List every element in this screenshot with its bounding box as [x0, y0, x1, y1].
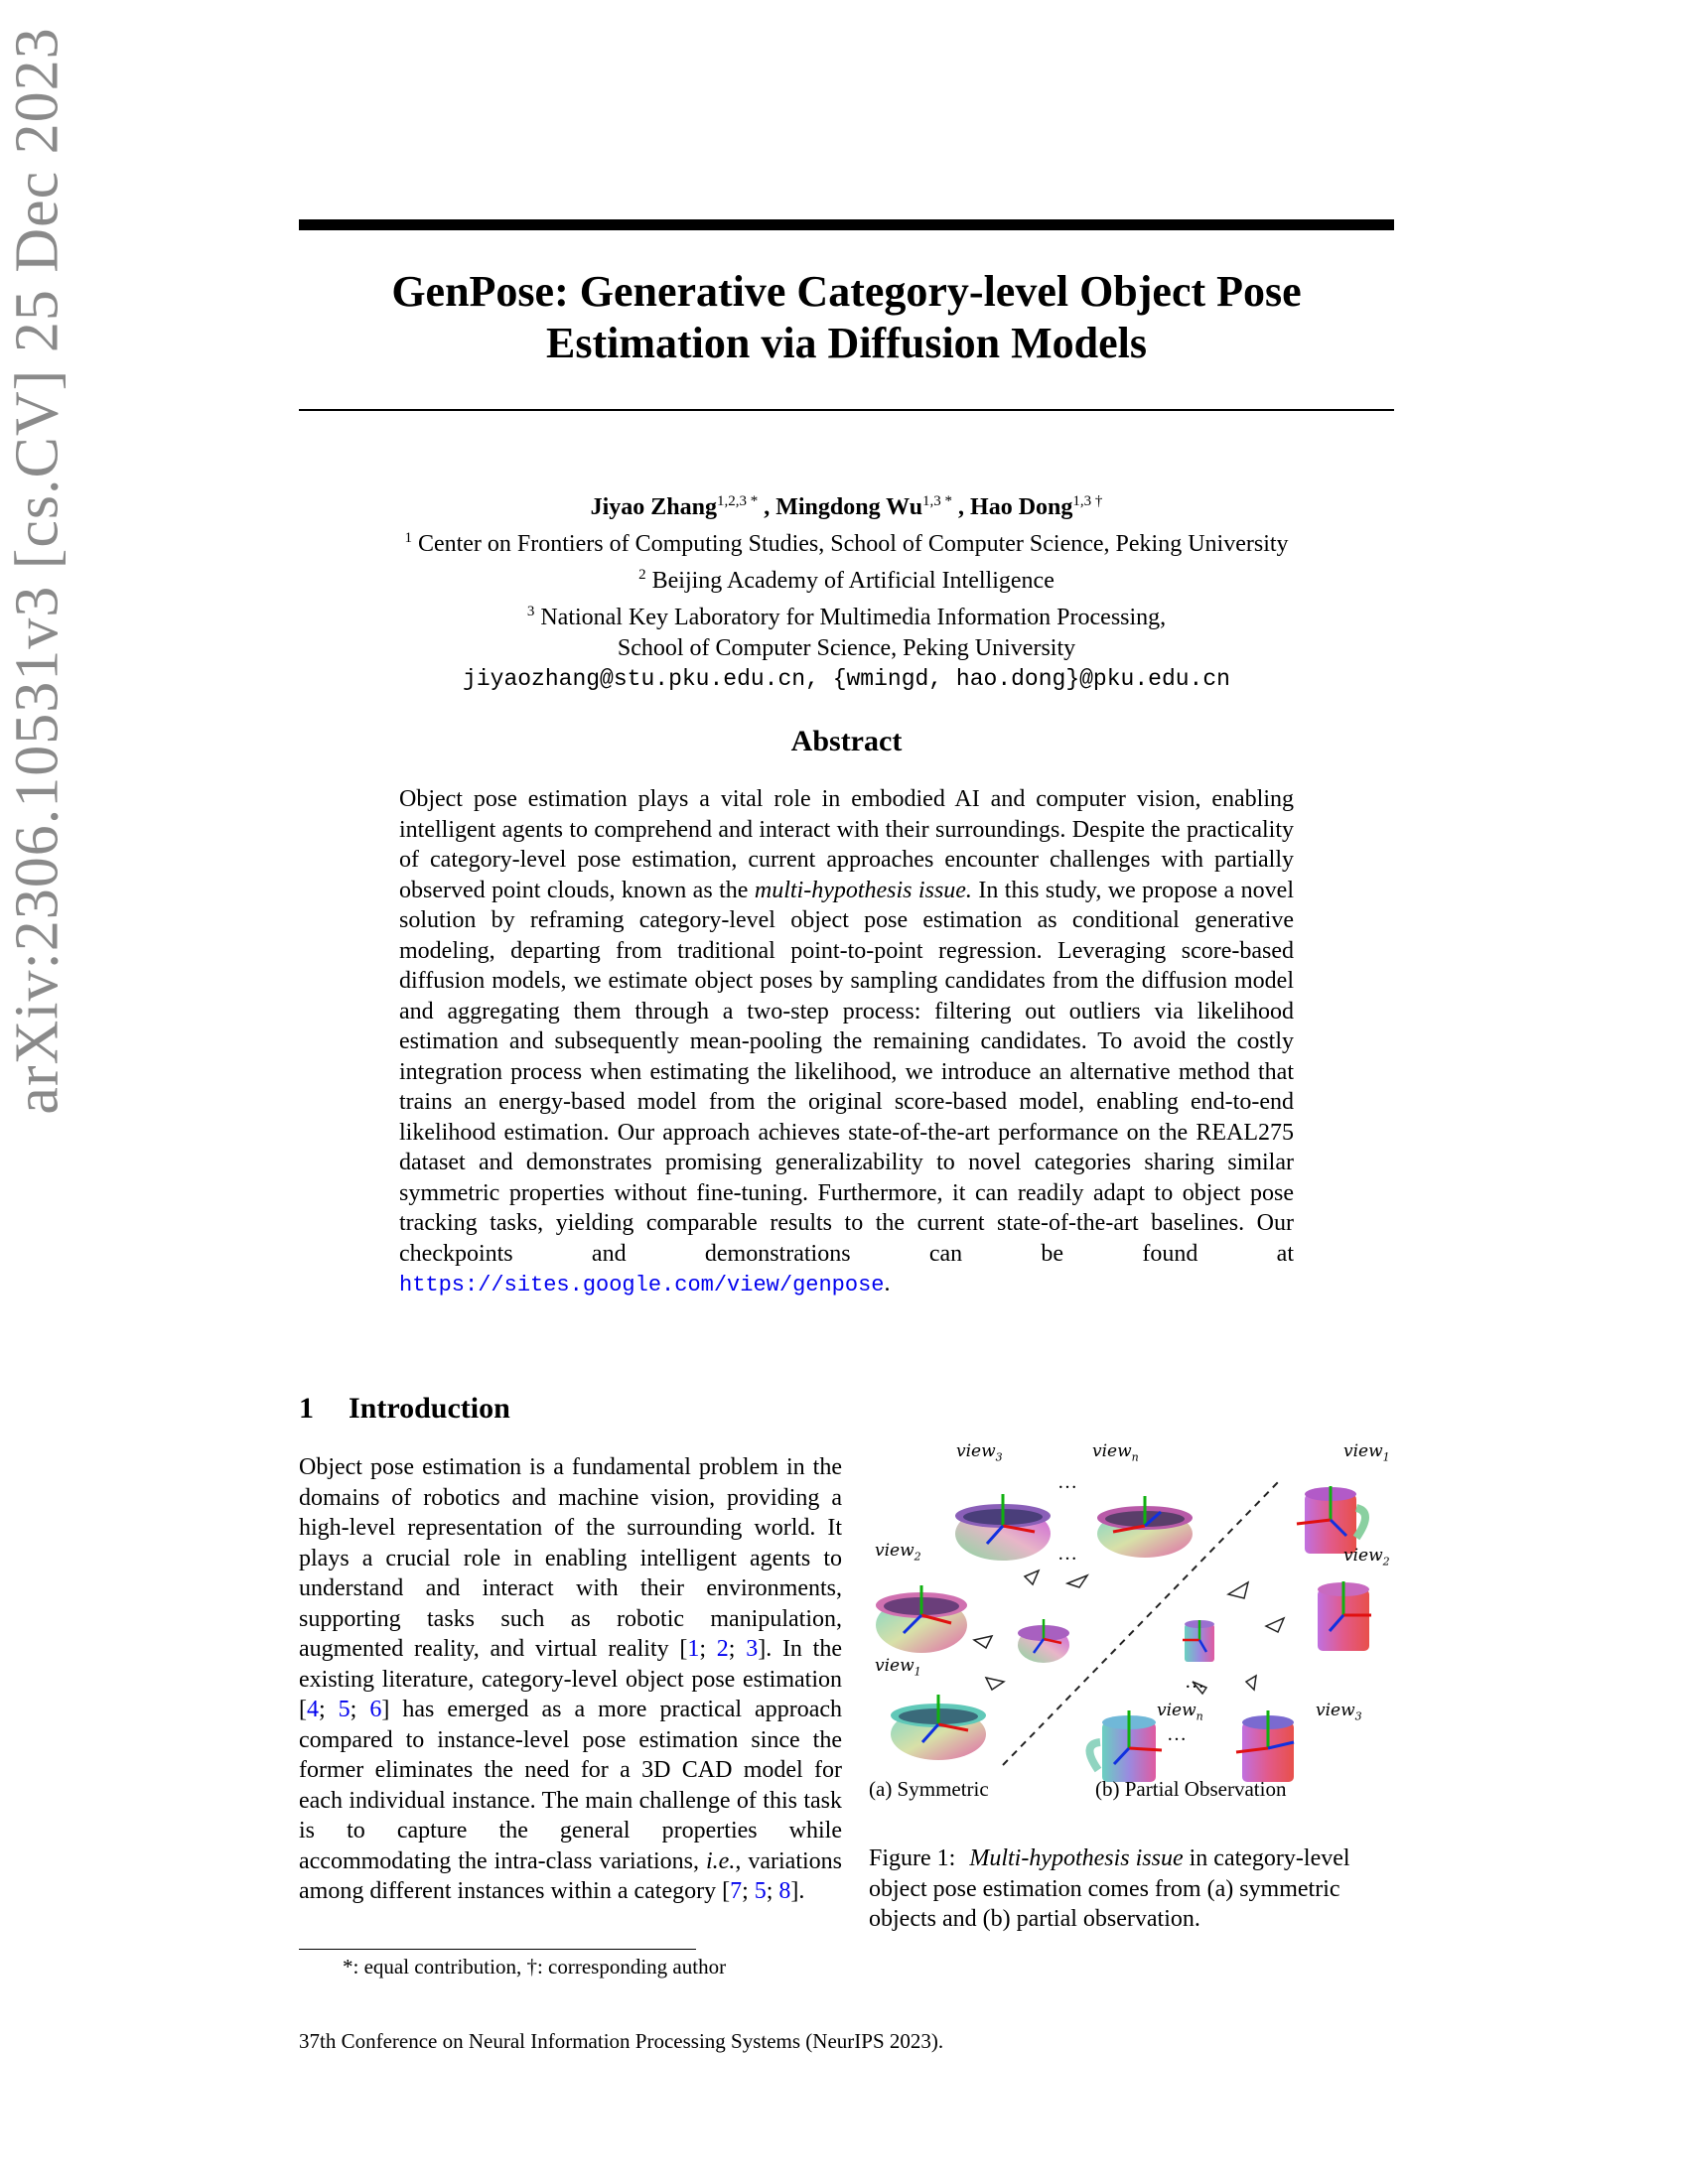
abstract-emphasis: multi-hypothesis issue. — [754, 877, 972, 903]
label-view3-mug: view$_3$ — [1316, 1701, 1362, 1723]
intro-text-1: Object pose estimation is a fundamental problem in the domains of robotics and machine vision, providing a high-level representation of the surrounding world. It plays a crucial role in enabling intelligent agents to understand and interact with their environments, supporting tasks such as robotic manipulation, augmented reality, and virtual reality [ — [299, 1454, 842, 1662]
label-view3-bowl: view$_3$ — [956, 1441, 1003, 1464]
abstract-heading: Abstract — [790, 725, 903, 757]
affiliation-1-number: 1 — [404, 530, 412, 546]
arxiv-identifier-text: arXiv:2306.10531v3 [cs.CV] 25 Dec 2023 — [3, 27, 71, 1115]
paper-title — [299, 266, 1394, 369]
author-1-affiliation: 1,2,3 * — [716, 493, 759, 509]
intro-text-3: ] has emerged as a more practical approach compared to instance-level pose estimation since the former eliminates the need for a 3D CAD model for each individual instance. The main challenge of this task is to capture the general properties while accommodating the intra-class variations, — [299, 1697, 842, 1874]
abstract-end: . — [884, 1271, 891, 1297]
subfigure-b-label: (b) Partial Observation — [1095, 1777, 1287, 1801]
project-link[interactable]: https://sites.google.com/view/genpose — [399, 1273, 885, 1297]
introduction-body: Object pose estimation is a fundamental problem in the domains of robotics and machine vision, providing a high-level representation of the surrounding world. It plays a crucial role in enabling intelligent agents to understand and interact with their environments, supporting tasks such as robotic manipulation, augmented reality, and virtual reality [1; 2; 3]. In the existing literature, category-level object pose estimation [4; 5; 6] has emerged as a more practical approach compared to instance-level pose estimation since the former eliminates the need for a 3D CAD model for each individual instance. The main challenge of this task is to capture the general properties while accommodating the intra-class variations, i.e., variations among different instances within a category [7; 5; 8]. — [299, 1454, 842, 1904]
section-number: 1 — [299, 1392, 314, 1425]
citation-1[interactable]: 1 — [687, 1636, 700, 1662]
author-1: Jiyao Zhang — [590, 494, 717, 520]
section-title: Introduction — [349, 1392, 510, 1425]
affiliation-2-number: 2 — [638, 567, 646, 583]
citation-8[interactable]: 8 — [778, 1878, 791, 1904]
author-3-affiliation: 1,3 † — [1072, 493, 1103, 509]
affiliation-1 — [299, 523, 1394, 560]
affiliation-1-text: Center on Frontiers of Computing Studies, School of Computer Science, Peking University — [417, 531, 1289, 557]
author-emails: jiyaozhang@stu.pku.edu.cn, {wmingd, hao.dong}@pku.edu.cn — [463, 666, 1230, 692]
bowl-view2 — [876, 1585, 967, 1653]
caption-emphasis: Multi-hypothesis issue — [969, 1845, 1184, 1871]
label-view2-bowl: view$_2$ — [875, 1541, 921, 1564]
caption-prefix: Figure 1: — [869, 1845, 956, 1871]
title-top-rule — [299, 219, 1394, 230]
footnote: *: equal contribution, †: corresponding author — [343, 1955, 727, 1979]
venue-note: 37th Conference on Neural Information Processing Systems (NeurIPS 2023). — [299, 2029, 944, 2053]
mug-view1 — [1297, 1486, 1365, 1554]
ellipsis-2: … — [1057, 1543, 1077, 1565]
author-2: Mingdong Wu — [775, 494, 923, 520]
title-line-2: Estimation via Diffusion Models — [545, 319, 1148, 367]
subfigure-a-label: (a) Symmetric — [869, 1777, 989, 1801]
affiliation-3-line-2: School of Computer Science, Peking University — [617, 635, 1076, 661]
citation-5[interactable]: 5 — [338, 1697, 351, 1722]
affiliation-3-text: National Key Laboratory for Multimedia Information Processing, — [540, 605, 1167, 630]
title-line-1: GenPose: Generative Category-level Object Pose — [391, 267, 1302, 316]
citation-3[interactable]: 3 — [746, 1636, 759, 1662]
affiliation-2-text: Beijing Academy of Artificial Intelligence — [651, 568, 1055, 594]
label-view1-mug: view$_1$ — [1343, 1441, 1390, 1464]
bowl-view1 — [891, 1695, 986, 1760]
citation-6[interactable]: 6 — [369, 1697, 382, 1722]
label-viewn-mug: view$_n$ — [1157, 1701, 1203, 1723]
mug-view2 — [1318, 1581, 1371, 1651]
intro-ie: i.e. — [706, 1847, 736, 1874]
label-view1-bowl: view$_1$ — [875, 1656, 921, 1679]
bowl-viewn — [1097, 1496, 1193, 1558]
intro-text-4: , variations among different instances within a category [ — [299, 1847, 842, 1904]
bowl-center — [1018, 1619, 1069, 1663]
citation-2[interactable]: 2 — [716, 1636, 729, 1662]
introduction-heading — [299, 1392, 510, 1426]
intro-text-5: ]. — [790, 1878, 805, 1904]
mug-center — [1183, 1620, 1214, 1662]
affiliation-2 — [299, 560, 1394, 597]
abstract-part-1: Object pose estimation plays a vital role in embodied AI and computer vision, enabling intelligent agents to comprehend and interact with their surroundings. Despite the practicality of category-level pose estimation, current approaches encounter challenges with partially observed point clouds, known as the — [399, 786, 1294, 903]
abstract-part-2: In this study, we propose a novel solution by reframing category-level object pose estimation as conditional generative modeling, departing from traditional point-to-point regression. Leveraging score-based diffusion models, we estimate object poses by sampling candidates from the diffusion model and aggregating them through a two-step process: filtering out outliers via likelihood estimation and subsequently mean-pooling the remaining candidates. To avoid the costly integration process when estimating the likelihood, we introduce an alternative method that trains an energy-based model from the original score-based model, enabling end-to-end likelihood estimation. Our approach achieves state-of-the-art performance on the REAL275 dataset and demonstrates promising generalizability to novel categories sharing similar symmetric properties without fine-tuning. Furthermore, it can readily adapt to object pose tracking tasks, yielding comparable results to the current state-of-the-art baselines. Our checkpoints and demonstrations can be found at — [399, 877, 1294, 1267]
citation-5b[interactable]: 5 — [754, 1878, 767, 1904]
author-2-affiliation: 1,3 * — [922, 493, 953, 509]
affiliation-3 — [299, 597, 1394, 633]
footnote-rule — [299, 1949, 696, 1950]
ellipsis-3: … — [1185, 1671, 1204, 1693]
ellipsis-4: … — [1167, 1723, 1187, 1745]
arxiv-identifier — [3, 27, 71, 1115]
mug-view3 — [1236, 1710, 1294, 1782]
label-viewn-bowl: view$_n$ — [1092, 1441, 1139, 1464]
abstract-body — [399, 784, 1294, 1301]
figure-1 — [869, 1441, 1405, 1817]
author-3: Hao Dong — [970, 494, 1073, 520]
ellipsis-1: … — [1057, 1471, 1077, 1493]
citation-7[interactable]: 7 — [730, 1878, 743, 1904]
citation-4[interactable]: 4 — [307, 1697, 319, 1722]
figure-1-illustration — [869, 1449, 1405, 1817]
author-block — [299, 486, 1394, 695]
author-names: Jiyao Zhang$^{1,2,3 *}$ , Mingdong $Wu^{1,3 *}$ , Hao Dong$^{1,3 \dagger}$ — [590, 493, 1103, 520]
mug-viewn — [1089, 1710, 1162, 1782]
bowl-view3 — [955, 1494, 1051, 1561]
affiliation-3-number: 3 — [526, 604, 535, 619]
caption-text: in category-level object pose estimation comes from (a) symmetric objects and (b) partial observation. — [869, 1845, 1350, 1932]
intro-text-2: ]. In the existing literature, category-level object pose estimation [ — [299, 1636, 842, 1722]
figure-1-caption — [869, 1843, 1394, 1935]
label-view2-mug: view$_2$ — [1343, 1546, 1390, 1569]
title-bottom-rule — [299, 409, 1394, 411]
